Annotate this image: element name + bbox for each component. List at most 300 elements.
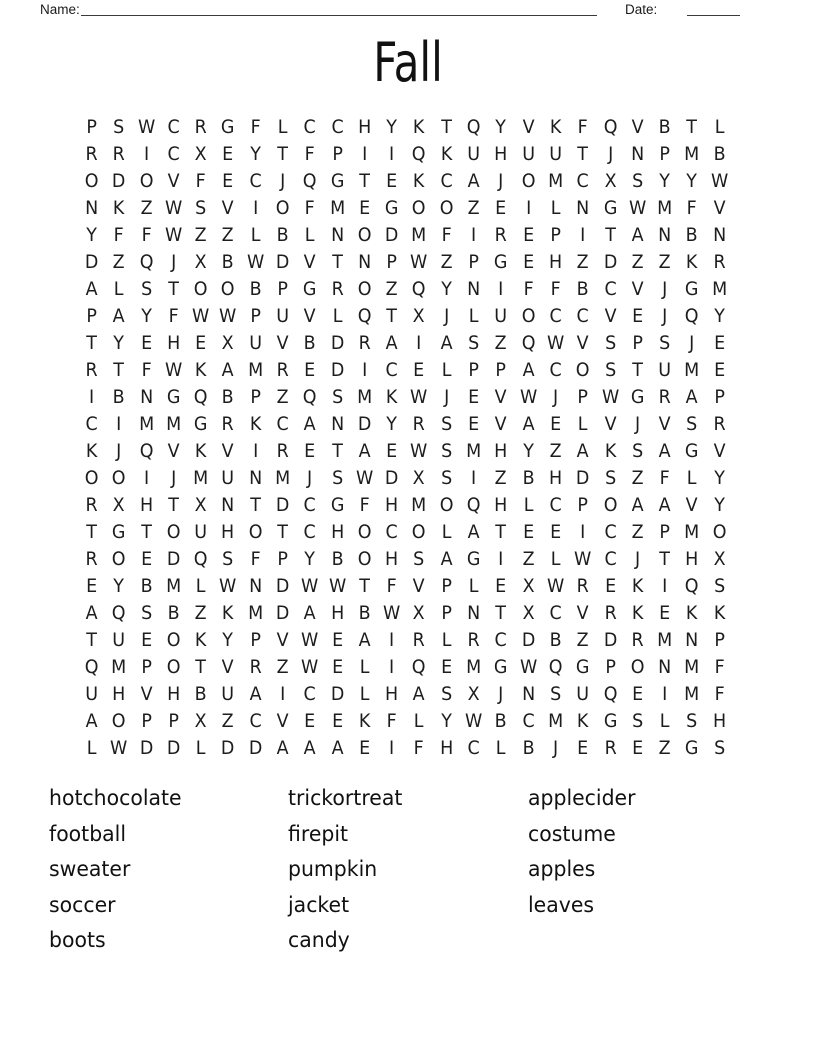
grid-letter: M — [275, 467, 291, 490]
grid-letter: D — [576, 467, 590, 490]
grid-letter: T — [331, 250, 343, 273]
grid-letter: P — [86, 304, 97, 327]
grid-letter: R — [358, 331, 371, 354]
grid-letter: F — [687, 196, 698, 219]
grid-letter: V — [604, 304, 617, 327]
grid-letter: M — [711, 277, 727, 300]
grid-letter: G — [330, 169, 345, 192]
grid-letter: U — [658, 358, 672, 381]
grid-letter: V — [522, 115, 535, 138]
word-list — [0, 781, 816, 961]
date-label: Date: — [625, 2, 658, 17]
grid-letter: E — [631, 304, 643, 327]
grid-letter: G — [685, 737, 699, 760]
grid-letter: E — [222, 169, 234, 192]
grid-letter: I — [389, 737, 395, 760]
grid-letter: W — [519, 656, 537, 679]
grid-letter: Y — [441, 277, 452, 300]
grid-letter: N — [658, 656, 672, 679]
grid-letter: L — [523, 494, 534, 517]
grid-letter: W — [301, 656, 319, 679]
grid-letter: O — [357, 548, 372, 571]
grid-letter: L — [714, 115, 725, 138]
grid-letter: A — [686, 385, 699, 408]
grid-letter: J — [443, 385, 450, 408]
grid-letter: Q — [412, 277, 427, 300]
grid-letter: E — [713, 331, 725, 354]
grid-letter: W — [628, 196, 647, 219]
grid-letter: I — [498, 277, 504, 300]
grid-letter: Z — [385, 277, 398, 300]
grid-letter: L — [441, 358, 452, 381]
grid-letter: H — [549, 250, 563, 273]
grid-letter: I — [389, 629, 395, 652]
grid-letter: H — [385, 494, 399, 517]
grid-letter: X — [222, 331, 235, 354]
grid-letter: Z — [140, 196, 153, 219]
grid-letter: W — [465, 710, 483, 733]
grid-letter: Z — [549, 440, 562, 462]
grid-letter: P — [86, 115, 97, 138]
grid-letter: Q — [603, 115, 618, 138]
grid-letter: B — [713, 142, 726, 165]
grid-letter: V — [631, 115, 644, 138]
grid-letter: B — [658, 115, 671, 138]
grid-letter: S — [468, 331, 480, 354]
grid-letter: S — [713, 737, 725, 760]
grid-letter: L — [332, 304, 343, 327]
grid-letter: S — [222, 548, 234, 571]
grid-letter: A — [85, 602, 98, 625]
grid-letter: D — [248, 737, 263, 760]
grid-letter: I — [252, 196, 258, 219]
grid-letter: I — [361, 142, 368, 165]
grid-letter: I — [252, 440, 258, 462]
word-item: costume — [528, 821, 616, 847]
grid-letter: C — [440, 169, 453, 192]
grid-letter: A — [331, 737, 344, 760]
grid-letter: P — [659, 521, 671, 544]
grid-letter: M — [657, 196, 673, 219]
grid-letter: H — [712, 710, 726, 733]
grid-letter: S — [631, 169, 644, 192]
grid-letter: V — [604, 412, 617, 435]
grid-letter: K — [195, 629, 207, 652]
grid-letter: L — [550, 196, 561, 219]
grid-letter: K — [631, 602, 644, 625]
grid-letter: E — [413, 358, 425, 381]
grid-letter: C — [385, 521, 398, 544]
grid-letter: C — [576, 169, 589, 192]
grid-letter: S — [195, 196, 207, 219]
grid-letter: C — [85, 412, 98, 435]
grid-letter: V — [303, 304, 316, 327]
grid-letter: D — [330, 331, 344, 354]
grid-letter: V — [686, 494, 699, 517]
grid-letter: A — [413, 683, 426, 706]
grid-letter: B — [549, 629, 562, 652]
grid-letter: E — [440, 656, 452, 679]
grid-letter: S — [440, 412, 452, 435]
grid-letter: P — [277, 277, 288, 300]
grid-letter: C — [167, 142, 180, 165]
grid-letter: A — [358, 440, 371, 462]
grid-letter: T — [113, 358, 125, 381]
grid-letter: K — [686, 250, 698, 273]
grid-letter: F — [386, 575, 397, 598]
grid-letter: F — [250, 548, 261, 571]
word-list-column — [49, 781, 189, 959]
grid-letter: I — [116, 412, 122, 435]
grid-letter: Z — [495, 467, 507, 490]
grid-letter: A — [467, 169, 480, 192]
grid-letter: C — [249, 169, 262, 192]
grid-letter: B — [522, 737, 535, 760]
grid-letter: O — [166, 629, 181, 652]
grid-letter: E — [604, 575, 616, 598]
grid-letter: Z — [440, 250, 453, 273]
grid-letter: M — [684, 656, 700, 679]
grid-letter: E — [659, 602, 671, 625]
grid-letter: W — [546, 575, 565, 598]
grid-letter: S — [440, 440, 452, 462]
grid-letter: X — [194, 710, 207, 733]
grid-letter: I — [389, 142, 395, 165]
grid-letter: D — [221, 737, 235, 760]
grid-letter: J — [307, 467, 313, 490]
grid-letter: O — [521, 304, 536, 327]
grid-letter: O — [84, 169, 99, 192]
grid-letter: Z — [194, 223, 207, 246]
grid-letter: P — [577, 385, 589, 408]
grid-letter: D — [385, 223, 399, 246]
grid-letter: K — [85, 440, 98, 462]
grid-letter: R — [222, 412, 235, 435]
grid-letter: Z — [631, 521, 644, 544]
grid-letter: N — [85, 196, 99, 219]
grid-letter: O — [357, 277, 372, 300]
grid-letter: N — [685, 629, 699, 652]
grid-letter: L — [578, 412, 588, 435]
grid-letter: P — [250, 629, 261, 652]
grid-letter: Q — [193, 385, 208, 408]
grid-letter: G — [685, 277, 699, 300]
word-item: sweater — [49, 857, 131, 883]
grid-letter: J — [170, 250, 177, 273]
grid-letter: P — [140, 710, 152, 733]
grid-letter: I — [498, 548, 504, 571]
grid-letter: U — [221, 467, 235, 490]
grid-letter: K — [577, 710, 589, 733]
grid-letter: N — [330, 412, 344, 435]
grid-letter: S — [140, 277, 152, 300]
grid-letter: S — [631, 710, 644, 733]
grid-letter: J — [498, 169, 504, 192]
grid-letter: E — [140, 629, 152, 652]
grid-letter: L — [250, 223, 261, 246]
grid-letter: R — [85, 358, 98, 381]
grid-letter: E — [331, 656, 343, 679]
grid-letter: O — [603, 494, 618, 517]
grid-letter: O — [112, 710, 126, 733]
grid-letter: Y — [686, 169, 698, 192]
grid-letter: P — [441, 575, 452, 598]
grid-letter: B — [522, 467, 535, 490]
grid-letter: B — [686, 223, 699, 246]
grid-letter: A — [522, 412, 535, 435]
grid-letter: P — [331, 142, 343, 165]
grid-letter: Y — [441, 710, 452, 733]
grid-letter: H — [139, 494, 153, 517]
grid-letter: Q — [357, 304, 372, 327]
grid-letter: Y — [222, 629, 234, 652]
grid-letter: N — [358, 250, 372, 273]
grid-letter: O — [221, 277, 235, 300]
grid-letter: R — [604, 602, 617, 625]
grid-letter: Y — [713, 467, 725, 490]
grid-letter: D — [603, 629, 617, 652]
grid-letter: S — [604, 358, 616, 381]
grid-letter: M — [684, 521, 700, 544]
grid-letter: W — [192, 304, 210, 327]
grid-letter: M — [193, 467, 209, 490]
grid-letter: W — [301, 629, 319, 652]
grid-letter: L — [468, 304, 479, 327]
grid-letter: J — [662, 304, 668, 327]
grid-letter: E — [631, 683, 643, 706]
grid-letter: V — [276, 629, 289, 652]
grid-letter: A — [358, 629, 371, 652]
grid-letter: S — [331, 385, 343, 408]
grid-letter: N — [467, 277, 481, 300]
grid-letter: C — [522, 710, 535, 733]
grid-letter: Z — [495, 331, 507, 354]
grid-letter: G — [494, 250, 508, 273]
grid-letter: C — [467, 737, 480, 760]
grid-letter: S — [686, 412, 698, 435]
grid-letter: K — [413, 169, 425, 192]
grid-letter: X — [194, 250, 207, 273]
grid-letter: C — [385, 358, 398, 381]
grid-letter: Z — [222, 223, 235, 246]
grid-letter: V — [222, 440, 235, 462]
grid-letter: I — [525, 196, 531, 219]
grid-letter: V — [631, 277, 644, 300]
grid-letter: P — [604, 656, 616, 679]
grid-letter: Q — [412, 142, 427, 165]
grid-letter: P — [277, 548, 288, 571]
grid-letter: K — [222, 602, 234, 625]
grid-letter: Z — [631, 467, 644, 490]
grid-letter: G — [303, 277, 317, 300]
grid-letter: D — [330, 358, 344, 381]
grid-letter: F — [141, 358, 152, 381]
grid-letter: A — [385, 331, 398, 354]
grid-letter: O — [357, 223, 372, 246]
grid-letter: K — [440, 142, 453, 165]
grid-letter: R — [249, 656, 262, 679]
grid-letter: V — [140, 683, 153, 706]
grid-letter: V — [658, 412, 671, 435]
grid-letter: H — [112, 683, 126, 706]
grid-letter: O — [275, 196, 290, 219]
grid-letter: E — [386, 440, 398, 462]
grid-letter: T — [140, 521, 152, 544]
grid-letter: J — [553, 385, 559, 408]
grid-letter: T — [168, 494, 179, 517]
grid-letter: X — [194, 142, 207, 165]
grid-letter: C — [604, 277, 617, 300]
grid-letter: U — [221, 683, 235, 706]
grid-letter: W — [355, 467, 374, 490]
grid-letter: G — [330, 494, 345, 517]
grid-letter: B — [222, 250, 235, 273]
grid-letter: R — [331, 277, 344, 300]
puzzle-title: Fall — [373, 31, 443, 94]
grid-letter: F — [250, 115, 261, 138]
grid-letter: J — [498, 683, 504, 706]
grid-letter: A — [631, 223, 644, 246]
grid-letter: R — [631, 629, 644, 652]
grid-letter: M — [247, 358, 263, 381]
grid-letter: C — [604, 521, 617, 544]
grid-letter: A — [222, 358, 235, 381]
grid-letter: B — [167, 602, 180, 625]
grid-letter: F — [441, 223, 452, 246]
grid-letter: L — [441, 629, 452, 652]
grid-letter: W — [219, 304, 237, 327]
grid-letter: H — [166, 331, 181, 354]
word-item: apples — [528, 857, 596, 883]
grid-letter: G — [112, 521, 126, 544]
grid-letter: A — [303, 412, 316, 435]
grid-letter: W — [710, 169, 728, 192]
grid-letter: D — [357, 412, 372, 435]
grid-letter: Y — [140, 304, 152, 327]
grid-letter: E — [222, 142, 234, 165]
grid-letter: T — [277, 521, 289, 544]
grid-letter: C — [303, 521, 317, 544]
grid-letter: C — [549, 304, 562, 327]
grid-letter: P — [468, 250, 479, 273]
grid-letter: V — [495, 385, 507, 408]
grid-letter: C — [249, 710, 262, 733]
grid-letter: H — [330, 602, 344, 625]
grid-letter: V — [576, 331, 589, 354]
grid-letter: D — [139, 737, 153, 760]
grid-letter: K — [413, 115, 425, 138]
grid-letter: Y — [713, 494, 725, 517]
grid-letter: E — [522, 223, 534, 246]
grid-letter: A — [276, 737, 289, 760]
grid-letter: V — [713, 440, 726, 462]
grid-letter: O — [575, 358, 590, 381]
date-fill-line — [687, 0, 740, 16]
grid-letter: P — [577, 494, 589, 517]
grid-letter: N — [467, 602, 481, 625]
grid-letter: B — [276, 223, 289, 246]
grid-letter: M — [111, 656, 127, 679]
grid-letter: S — [631, 440, 644, 462]
grid-letter: T — [577, 142, 589, 165]
grid-letter: P — [140, 656, 152, 679]
grid-letter: P — [550, 223, 561, 246]
grid-letter: S — [659, 331, 671, 354]
grid-letter: L — [114, 277, 124, 300]
grid-letter: M — [357, 385, 373, 408]
grid-letter: M — [165, 575, 182, 598]
grid-letter: X — [194, 494, 207, 517]
grid-letter: Q — [303, 385, 317, 408]
word-item: boots — [49, 928, 106, 954]
grid-letter: H — [357, 115, 372, 138]
grid-letter: R — [194, 115, 207, 138]
grid-letter: Q — [412, 656, 427, 679]
grid-letter: A — [440, 331, 453, 354]
grid-letter: F — [714, 656, 725, 679]
grid-letter: L — [496, 737, 506, 760]
grid-letter: B — [358, 602, 371, 625]
grid-letter: G — [603, 710, 617, 733]
grid-letter: F — [359, 494, 370, 517]
grid-letter: T — [495, 521, 507, 544]
grid-letter: R — [494, 223, 508, 246]
grid-letter: A — [112, 304, 125, 327]
grid-letter: E — [577, 737, 589, 760]
grid-letter: I — [389, 656, 395, 679]
grid-letter: O — [412, 196, 427, 219]
grid-letter: S — [440, 467, 452, 490]
word-item: football — [49, 821, 127, 847]
grid-letter: Q — [139, 250, 154, 273]
grid-letter: E — [550, 521, 562, 544]
grid-letter: S — [331, 467, 343, 490]
grid-letter: V — [167, 440, 180, 462]
grid-letter: F — [414, 737, 425, 760]
grid-letter: A — [522, 358, 535, 381]
grid-letter: N — [139, 385, 153, 408]
grid-letter: D — [166, 737, 181, 760]
grid-letter: U — [85, 683, 99, 706]
grid-letter: V — [413, 575, 426, 598]
grid-letter: W — [328, 575, 346, 598]
grid-letter: Q — [521, 331, 536, 354]
grid-letter: O — [630, 656, 645, 679]
grid-letter: S — [550, 683, 562, 706]
grid-letter: C — [549, 358, 562, 381]
grid-letter: Y — [113, 575, 125, 598]
grid-letter: N — [330, 223, 344, 246]
grid-letter: V — [276, 331, 289, 354]
grid-letter: Q — [548, 656, 563, 679]
grid-letter: G — [221, 115, 235, 138]
grid-letter: L — [441, 521, 452, 544]
grid-letter: O — [248, 521, 263, 544]
grid-letter: Q — [685, 575, 699, 598]
grid-letter: R — [276, 440, 289, 462]
grid-letter: L — [359, 683, 370, 706]
grid-letter: P — [632, 331, 643, 354]
grid-letter: R — [85, 142, 98, 165]
word-item: soccer — [49, 892, 116, 918]
grid-letter: I — [361, 358, 368, 381]
grid-letter: N — [248, 467, 262, 490]
grid-letter: X — [522, 575, 535, 598]
grid-letter: A — [440, 548, 453, 571]
grid-letter: P — [495, 358, 507, 381]
grid-letter: F — [523, 277, 534, 300]
grid-letter: E — [522, 521, 534, 544]
